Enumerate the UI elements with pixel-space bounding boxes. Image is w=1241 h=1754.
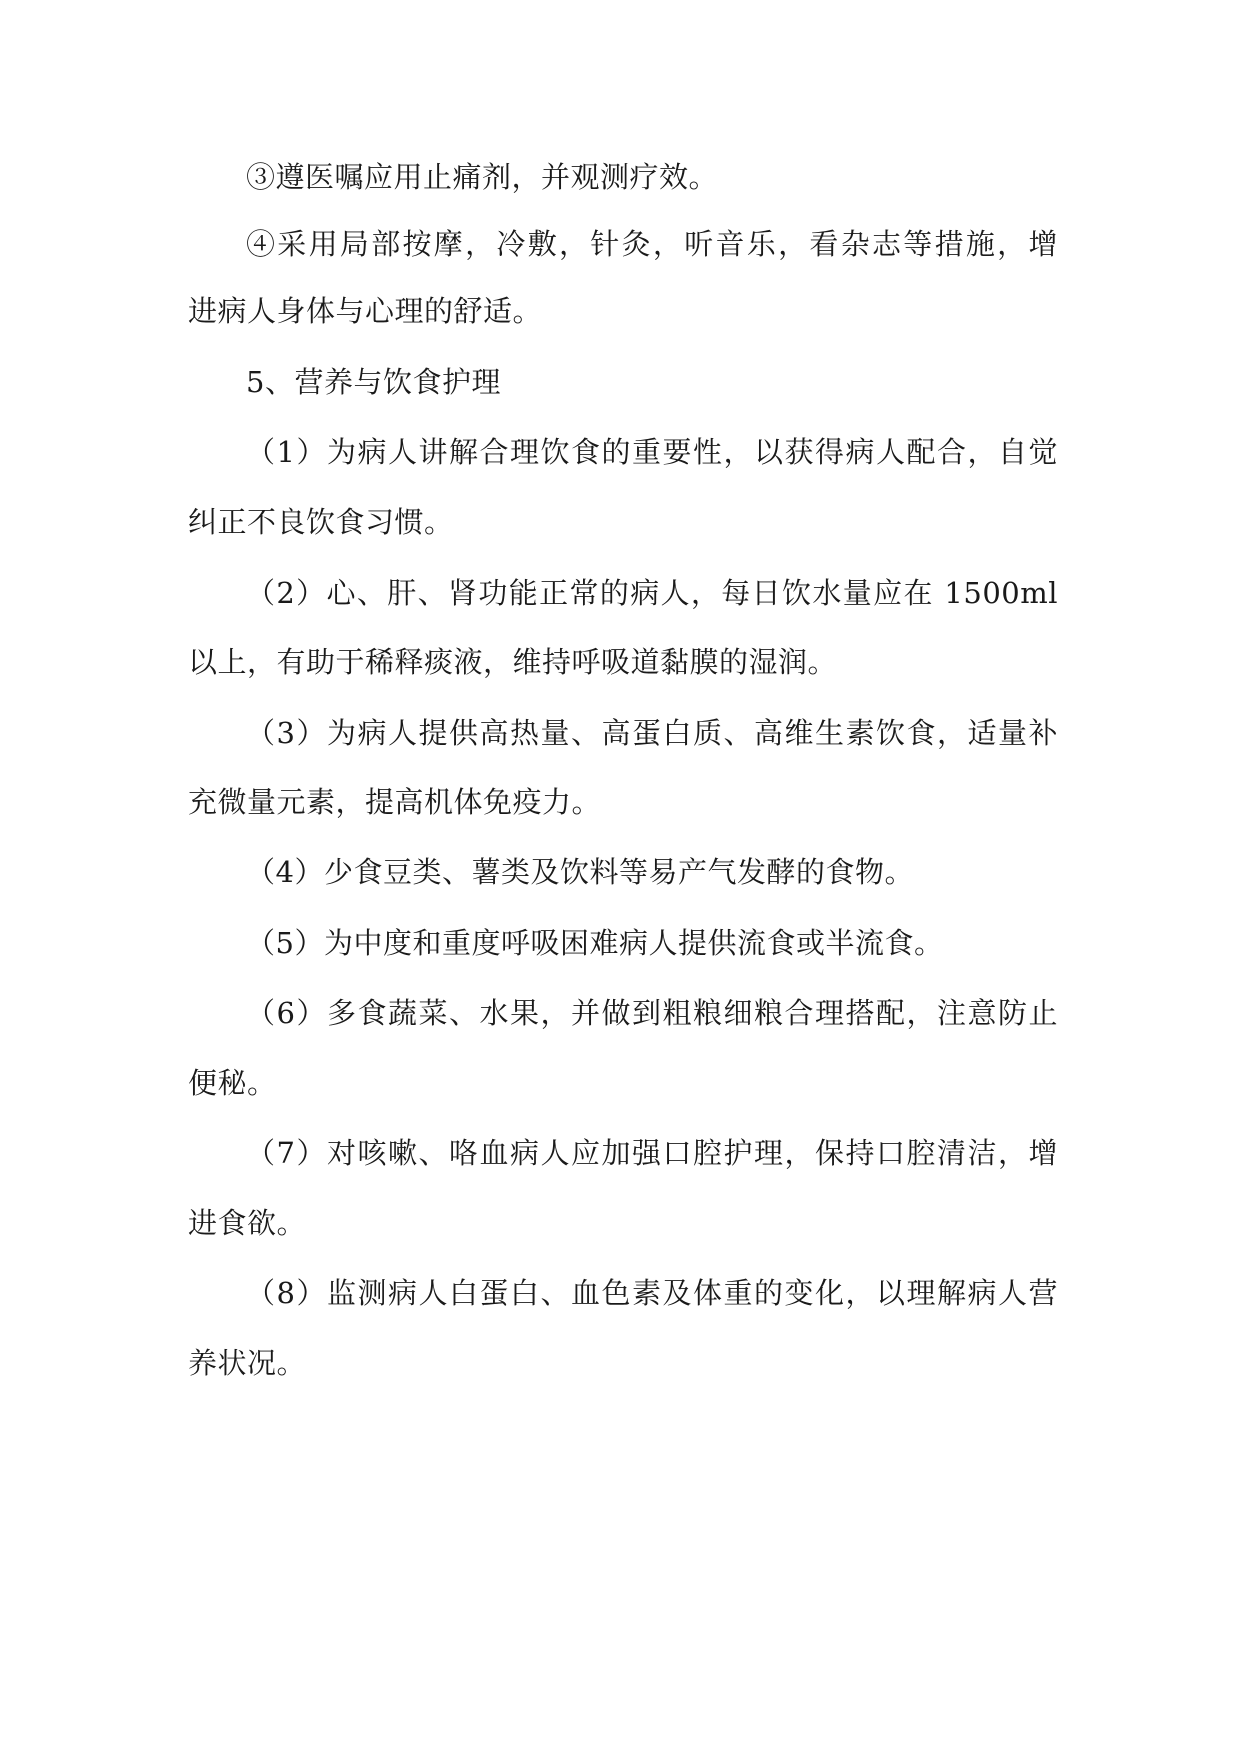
item-3-pain-medication: ③遵医嘱应用止痛剂，并观测疗效。: [246, 160, 719, 194]
nutrition-item-7: （7）对咳嗽、咯血病人应加强口腔护理，保持口腔清洁，增: [246, 1136, 1058, 1170]
nutrition-item-5: （5）为中度和重度呼吸困难病人提供流食或半流食。: [246, 926, 944, 960]
nutrition-item-8-continuation: 养状况。: [188, 1346, 307, 1380]
nutrition-item-7-continuation: 进食欲。: [188, 1206, 307, 1240]
nutrition-item-3-continuation: 充微量元素，提高机体免疫力。: [188, 785, 602, 819]
nutrition-item-4: （4）少食豆类、薯类及饮料等易产气发酵的食物。: [246, 855, 914, 889]
nutrition-item-6: （6）多食蔬菜、水果，并做到粗粮细粮合理搭配，注意防止: [246, 996, 1058, 1030]
item-4-comfort-measures: ④采用局部按摩，冷敷，针灸，听音乐，看杂志等措施，增: [246, 227, 1058, 261]
nutrition-item-2-continuation: 以上，有助于稀释痰液，维持呼吸道黏膜的湿润。: [188, 645, 838, 679]
section-heading-nutrition: 5、营养与饮食护理: [246, 365, 501, 399]
nutrition-item-8: （8）监测病人白蛋白、血色素及体重的变化，以理解病人营: [246, 1276, 1058, 1310]
nutrition-item-1-continuation: 纠正不良饮食习惯。: [188, 505, 454, 539]
nutrition-item-1: （1）为病人讲解合理饮食的重要性，以获得病人配合，自觉: [246, 435, 1058, 469]
item-4-continuation: 进病人身体与心理的舒适。: [188, 294, 543, 328]
nutrition-item-6-continuation: 便秘。: [188, 1066, 277, 1100]
nutrition-item-3: （3）为病人提供高热量、高蛋白质、高维生素饮食，适量补: [246, 716, 1058, 750]
nutrition-item-2: （2）心、肝、肾功能正常的病人，每日饮水量应在 1500ml: [246, 576, 1058, 610]
